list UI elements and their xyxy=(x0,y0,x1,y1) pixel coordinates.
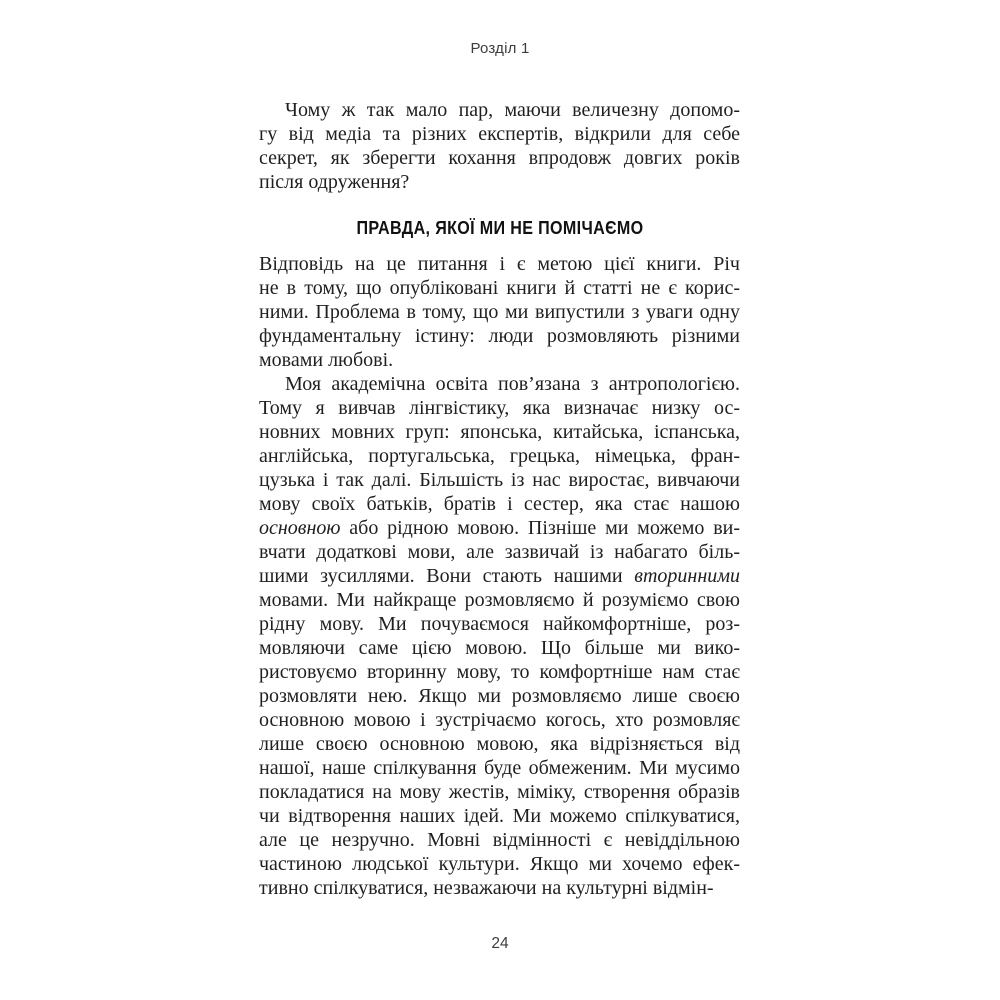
text-line: покладатися на мову жестів, міміку, створення образів xyxy=(259,781,740,803)
paragraph xyxy=(259,98,740,194)
text-line: Відповідь на це питання і є метою цієї книги. Річ xyxy=(259,253,740,275)
text-line: вчати додаткові мови, але зазвичай із набагато біль- xyxy=(259,541,740,563)
text-line: нашої, наше спілкування буде обмеженим. Ми мусимо xyxy=(259,757,740,779)
text-line: мовами. Ми найкраще розмовляємо й розуміємо свою xyxy=(259,589,740,611)
text-line: секрет, як зберегти кохання впродовж довгих років xyxy=(259,147,740,169)
text-line: ристовуємо вторинну мову, то комфортніше нам стає xyxy=(259,661,740,683)
text-line: Моя академічна освіта пов’язана з антропологією. xyxy=(285,373,740,395)
text-line: чи відтворення наших ідей. Ми можемо спілкуватися, xyxy=(259,805,740,827)
text-line xyxy=(259,564,740,588)
emphasized-text: основною xyxy=(259,517,341,539)
text-line: Тому я вивчав лінгвістику, яка визначає низку ос- xyxy=(259,397,740,419)
text-segment: або рідною мовою. Пізніше ми можемо ви- xyxy=(340,517,740,539)
section-heading-text: ПРАВДА, ЯКОЇ МИ НЕ ПОМІЧАЄМО xyxy=(355,217,644,238)
text-line: новних мовних груп: японська, китайська, іспанська, xyxy=(259,421,740,443)
running-head: Розділ 1 xyxy=(470,40,530,57)
page-content xyxy=(259,98,740,900)
text-line: не в тому, що опубліковані книги й статті не є корис- xyxy=(259,277,740,299)
text-line: мову своїх батьків, братів і сестер, яка стає нашою xyxy=(259,493,740,515)
text-line: гу від медіа та різних експертів, відкрили для себе xyxy=(259,123,740,145)
text-line: рідну мову. Ми почуваємося найкомфортніше, роз- xyxy=(259,613,740,635)
text-line: англійська, португальська, грецька, німецька, фран- xyxy=(259,445,740,467)
text-line: ними. Проблема в тому, що ми випустили з уваги одну xyxy=(259,301,740,323)
text-line: розмовляти нею. Якщо ми розмовляємо лише своєю xyxy=(259,685,740,707)
text-line: цузька і так далі. Більшість із нас виростає, вивчаючи xyxy=(259,469,740,491)
text-line: мовляючи саме цією мовою. Що більше ми вико- xyxy=(259,637,740,659)
text-line: фундаментальну істину: люди розмовляють різними xyxy=(259,325,740,347)
paragraph xyxy=(259,372,740,900)
text-segment: шими зусиллями. Вони стають нашими xyxy=(259,565,635,587)
text-line: лише своєю основною мовою, яка відрізняється від xyxy=(259,733,740,755)
emphasized-text: вторинними xyxy=(634,565,740,587)
section-heading xyxy=(259,216,740,240)
text-line: але це незручно. Мовні відмінності є невіддільною xyxy=(259,829,740,851)
text-line: основною мовою і зустрічаємо когось, хто розмовляє xyxy=(259,709,740,731)
text-line: після одруження? xyxy=(259,171,410,193)
text-line: частиною людської культури. Якщо ми хочемо ефек- xyxy=(259,853,740,875)
paragraph xyxy=(259,252,740,372)
text-line xyxy=(259,516,740,540)
text-line: мовами любові. xyxy=(259,349,394,371)
text-line: Чому ж так мало пар, маючи величезну допомо- xyxy=(285,99,740,121)
page-number: 24 xyxy=(491,935,509,952)
text-line: тивно спілкуватися, незважаючи на культурні відмін- xyxy=(259,877,714,899)
